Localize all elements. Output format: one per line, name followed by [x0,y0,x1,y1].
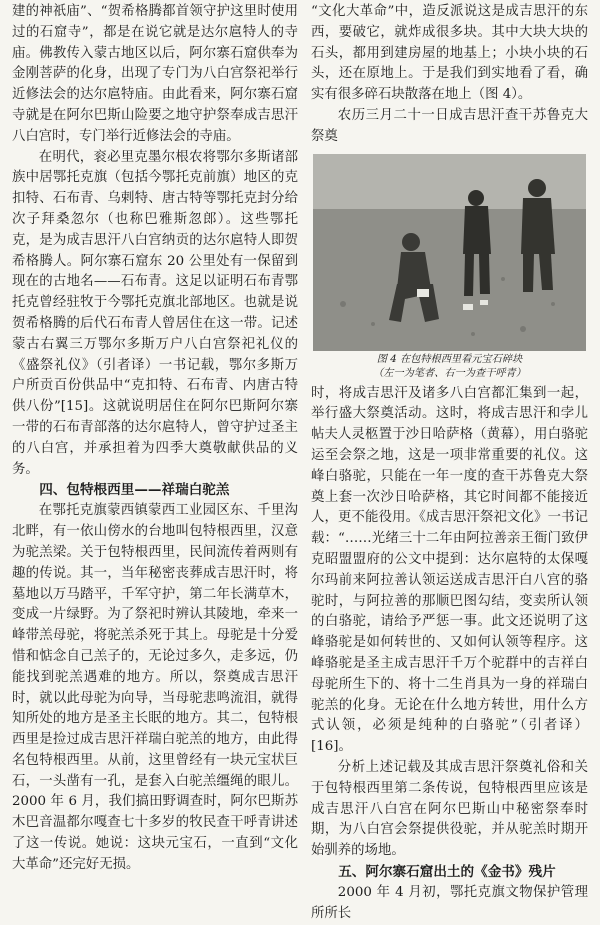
paragraph: 在明代，衮必里克墨尔根农将鄂尔多斯诸部族中居鄂托克旗（包括今鄂托克前旗）地区的克扣特、石布青、乌剌特、唐古特等鄂托克封分给次子拜桑忽尔（也称巴雅斯忽郎）。这些鄂托克，是为成吉思汗八白宫纳贡的达尔扈特人即贺希格腾人。阿尔寨石窟东 20 公里处有一保留到现在的古地名——石布青。这足以证明石布青鄂托克曾经驻牧于今鄂托克旗北部地区。也就是说贺希格腾的后代石布青人曾居住在这一带。记述蒙古右翼三万鄂尔多斯万户八白宫祭祀礼仪的《盛祭礼仪》（引者译）一书记载，鄂尔多斯万户所贡百份供品中“克扣特、石布青、内唐古特供八份”[15]。这就说明居住在阿尔巴斯阿尔寨一带的石布青部落的达尔扈特人，曾守护过圣主的八白宫，并承担着为四季大奠敬献供品的义务。 [12,149,298,477]
paragraph: 分析上述记载及其成吉思汗祭奠礼俗和关于包特根西里第二条传说，包特根西里应该是成吉思汗八白宫在阿尔巴斯山中秘密祭奉时期，为八白宫会祭提供役驼，并从驼羔时期开始驯养的场地。 [311,759,588,859]
caption-note: （左一为笔者、右一为查干呼青） [373,367,526,379]
photo-illustration [313,154,586,351]
section-heading: 五、阿尔寨石窟出土的《金书》残片 [338,863,556,880]
left-column [12,2,298,876]
right-column [311,2,588,925]
figure-photo [313,154,586,351]
figure-caption [311,353,588,381]
caption-title: 图 4 在包特根西里看元宝石碎块 [376,353,523,365]
paragraph: 农历三月二十一日成吉思汗查干苏鲁克大祭奠 [311,107,588,144]
paragraph: 时，将成吉思汗及诸多八白宫都汇集到一起，举行盛大祭奠活动。这时，将成吉思汗和孛儿帖夫人灵柩置于沙日哈萨格（黄幕），用白骆驼运至会祭之地，这是一项非常重要的礼仪。这峰白骆驼，只能在一年一度的查干苏鲁克大祭奠上套一次沙日哈萨格，其它时间都不能接近人，更不能役用。《成吉思汗祭祀文化》一书记载：“……光绪三十二年由阿拉善亲王衙门致伊克昭盟盟府的公文中提到：达尔扈特的太保嘎尔玛前来阿拉善认领运送成吉思汗白八宫的骆驼时，与阿拉善的那顺巴图勾结，变卖所认领的白骆驼，请给予严惩一事。此文还说明了这峰骆驼是如何转世的、又如何认领等程序。这峰骆驼是圣主成吉思汗千万个驼群中的吉祥白母驼所生下的、将十二生肖具为一身的祥瑞白驼羔的化身。无论在什么地方转世，用什么方式认领，必须是纯种的白骆驼”（引者译）[16]。 [311,385,588,755]
paragraph: “文化大革命”中，造反派说这是成吉思汗的东西，要破它，就炸成很多块。其中大块大块的石头，都用到建房屋的地基上；小块小块的石头，还在原地上。于是我们到实地看了看，确实有很多碎石块散落在地上（图 4）。 [311,4,588,103]
section-heading: 四、包特根西里——祥瑞白驼羔 [39,482,230,499]
paragraph: 建的神祇庙”、“贺希格腾都首领守护这里时使用过的石窟寺”，都是在说它就是达尔扈特人的寺庙。佛教传入蒙古地区以后，阿尔寨石窟供奉为金刚菩萨的化身，出现了专门为八白宫祭祀举行近修法会的达尔扈特庙。由此看来，阿尔寨石窟寺就是在阿尔巴斯山险要之地守护祭奉成吉思汗八白宫时，专门举行近修法会的寺庙。 [12,4,298,144]
paragraph: 在鄂托克旗蒙西镇蒙西工业园区东、千里沟北畔，有一依山傍水的台地叫包特根西里，汉意为驼羔梁。关于包特根西里，民间流传着两则有趣的传说。其一，当年秘密丧葬成吉思汗时，将墓地以万马踏平，千军守护，第二年长满草木，变成一片绿野。为了祭祀时辨认其陵地，牵来一峰带羔母驼，将驼羔杀死于其上。母驼是十分爱惜和惦念自己羔子的，无论过多久，走多远，仍能找到驼羔遇难的地方。所以，祭奠成吉思汗时，就以此母驼为向导，当母驼悲鸣流泪，就得知所处的地方是圣主长眠的地方。其二，包特根西里是捡过成吉思汗祥瑞白驼羔的地方，由此得名包特根西里。从前，这里曾经有一块元宝状巨石，一头凿有一孔，是套入白驼羔缰绳的眼儿。2000 年 6 月，我们搞田野调查时，阿尔巴斯苏木巴音温都尔嘎查七十多岁的牧民查干呼青讲述了这一传说。她说：这块元宝石，一直到“文化大革命”还完好无损。 [12,503,298,872]
paragraph: 2000 年 4 月初，鄂托克旗文物保护管理所所长 [311,884,588,921]
